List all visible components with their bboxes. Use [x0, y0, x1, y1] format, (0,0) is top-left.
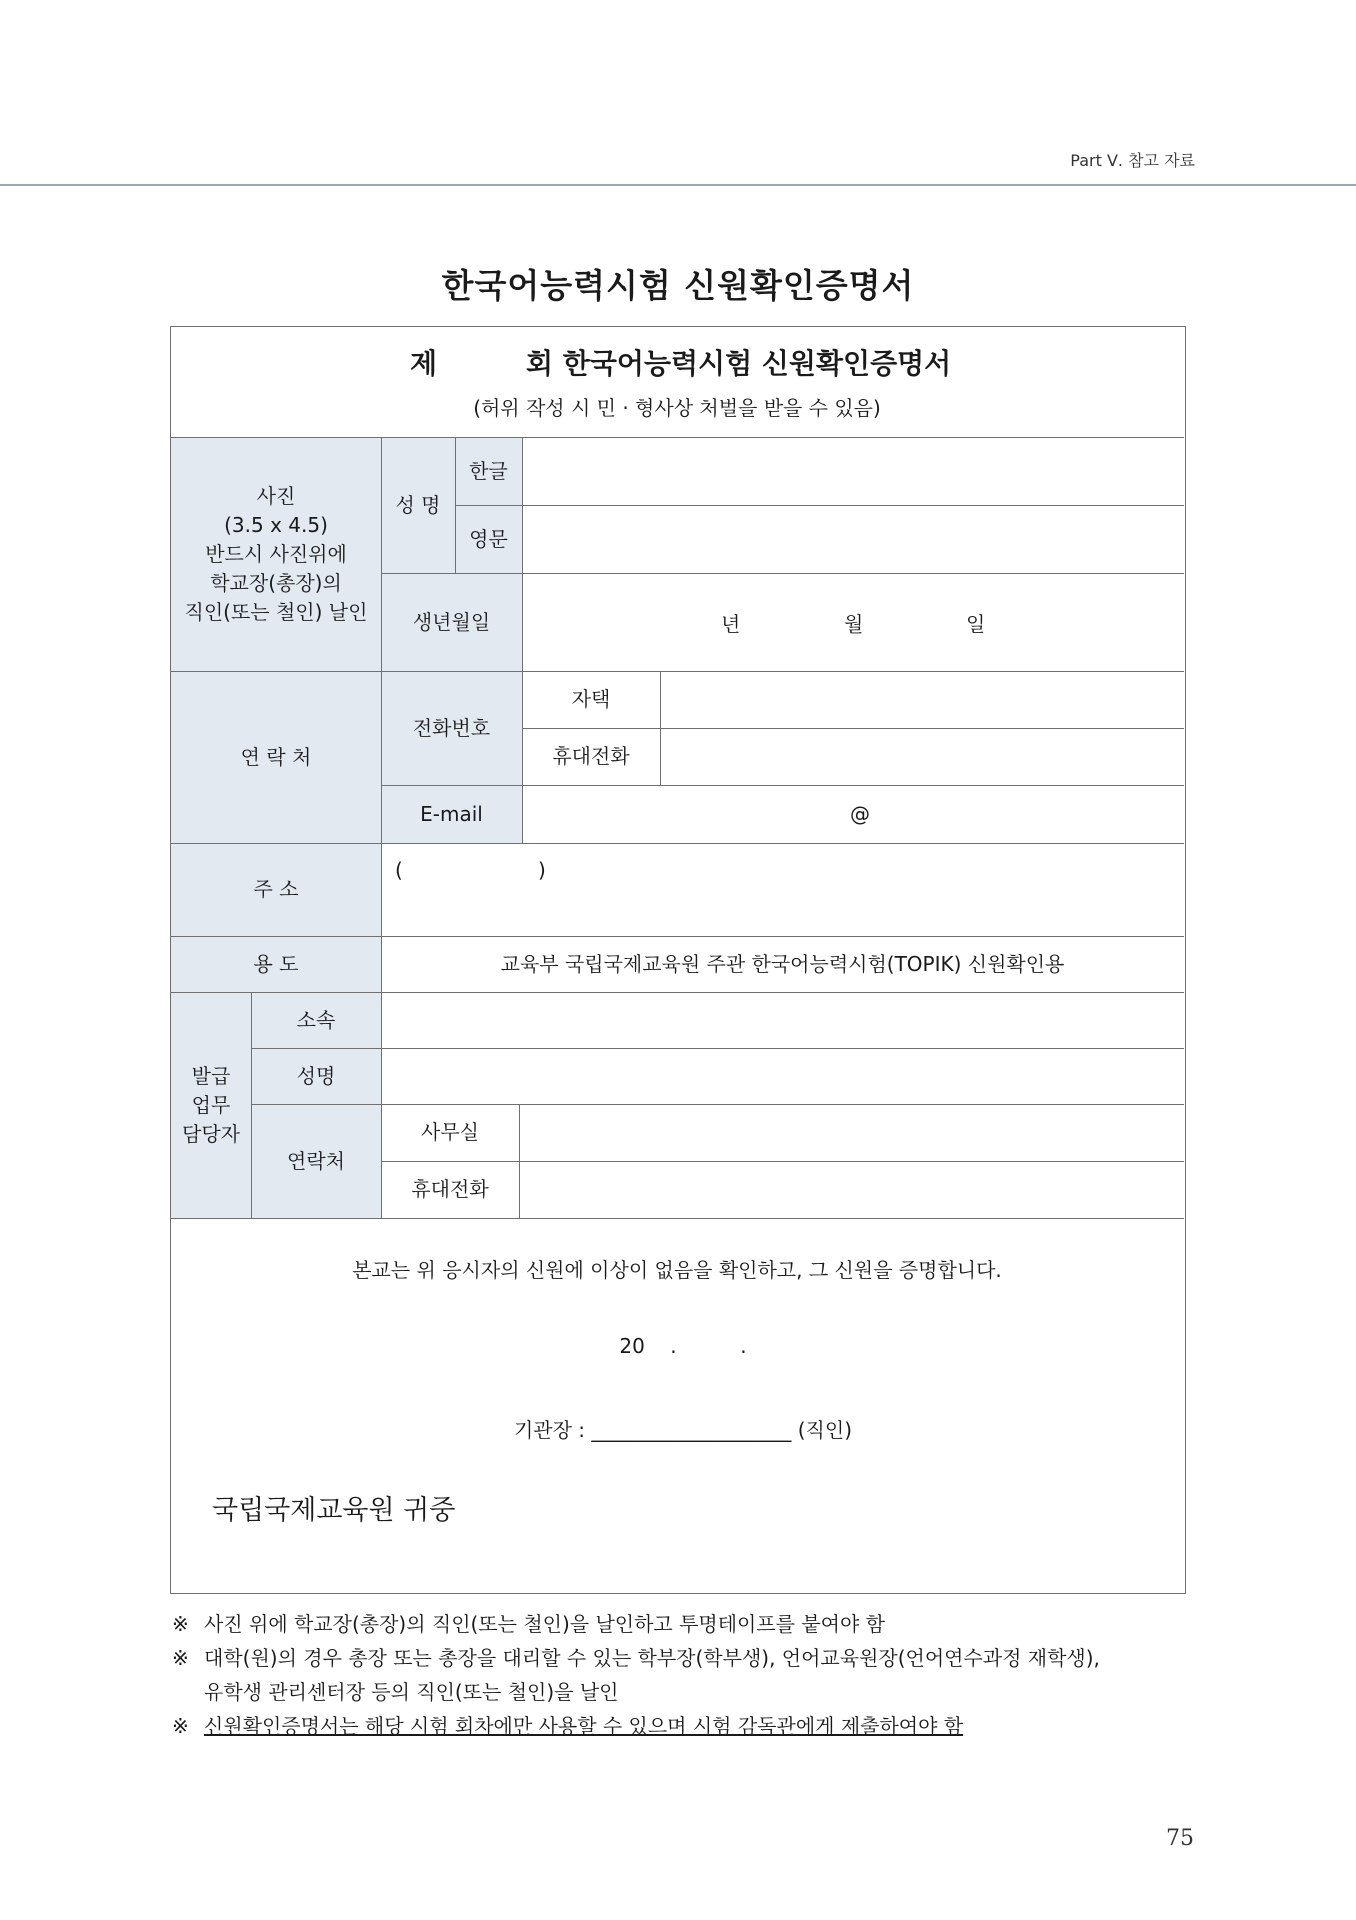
form-heading-text: 회 한국어능력시험 신원확인증명서 — [526, 347, 952, 380]
purpose-value: 교육부 국립국제교육원 주관 한국어능력시험(TOPIK) 신원확인용 — [500, 951, 1065, 976]
photo-label: 사진 — [256, 483, 296, 508]
issuer-label — [171, 992, 251, 1218]
footnotes — [172, 1607, 1100, 1743]
birth-year-unit: 년 — [721, 612, 741, 636]
email-at-sign: @ — [850, 801, 870, 826]
note-1-text: 사진 위에 학교장(총장)의 직인(또는 철인)을 날인하고 투명테이프를 붙여야 함 — [204, 1612, 885, 1636]
page-number: 75 — [1166, 1826, 1194, 1851]
home-phone-field[interactable] — [661, 672, 1183, 727]
rule-under-phone — [381, 785, 1184, 786]
issuer-mobile-field[interactable] — [520, 1162, 1183, 1217]
note-mark: ※ — [172, 1714, 189, 1738]
rule-under-issuer-name — [251, 1104, 1184, 1105]
affiliation-field[interactable] — [382, 993, 1183, 1047]
mobile-phone-field[interactable] — [661, 729, 1183, 784]
photo-size: (3.5 x 4.5) — [224, 512, 328, 537]
rule-phone-split — [522, 728, 1184, 729]
rule-under-affiliation — [251, 1048, 1184, 1049]
address-paren-close: ) — [538, 858, 546, 882]
mobile-phone-label: 휴대전화 — [552, 744, 630, 768]
col-rule-phone — [660, 671, 661, 785]
birthdate-label: 생년월일 — [381, 573, 522, 671]
address-paren-open: ( — [395, 858, 403, 882]
rule-name-split — [455, 505, 1184, 506]
birth-month-unit: 월 — [844, 612, 864, 636]
issuer-mobile-label: 휴대전화 — [411, 1177, 489, 1201]
note-mark: ※ — [172, 1612, 189, 1636]
rule-under-issuer — [170, 1218, 1184, 1219]
issuer-label-line1: 발급 — [191, 1063, 231, 1088]
header-rule — [0, 184, 1356, 186]
issuer-name-field[interactable] — [382, 1049, 1183, 1103]
col-rule-issuer-3 — [519, 1104, 520, 1218]
head-signature-line: 기관장 : ____________________ (직인) — [513, 1418, 853, 1442]
col-rule-1 — [381, 437, 382, 992]
issuer-label-line2: 업무 — [191, 1092, 231, 1117]
note-2-text: 대학(원)의 경우 총장 또는 총장을 대리할 수 있는 학부장(학부생), 언어교육원장(언어연수과정 재학생), — [204, 1646, 1100, 1670]
phone-label: 전화번호 — [381, 671, 522, 785]
purpose-label: 용 도 — [171, 936, 381, 992]
date-line: 20 . . — [619, 1334, 747, 1358]
note-mark: ※ — [172, 1646, 189, 1670]
rule-under-birth — [170, 671, 1184, 672]
rule-under-purpose — [170, 992, 1184, 993]
office-phone-field[interactable] — [520, 1105, 1183, 1160]
document-title: 한국어능력시험 신원확인증명서 — [441, 266, 915, 305]
photo-note-3: 직인(또는 철인) 날인 — [184, 599, 368, 624]
photo-note-2: 학교장(총장)의 — [210, 570, 342, 595]
address-field[interactable] — [382, 844, 1183, 935]
english-name-field[interactable] — [523, 506, 1183, 572]
english-name-label: 영문 — [455, 505, 522, 573]
col-rule-2 — [522, 437, 523, 843]
home-phone-label: 자택 — [571, 687, 611, 711]
form-heading-prefix: 제 — [410, 347, 438, 380]
col-rule-issuer — [251, 992, 252, 1218]
office-phone-label: 사무실 — [421, 1120, 479, 1144]
address-label: 주 소 — [171, 843, 381, 936]
photo-note-1: 반드시 사진위에 — [205, 541, 347, 566]
birth-day-unit: 일 — [966, 612, 986, 636]
name-label: 성 명 — [381, 437, 455, 573]
korean-name-field[interactable] — [523, 438, 1183, 504]
col-rule-issuer-2 — [381, 992, 382, 1218]
korean-name-label: 한글 — [455, 437, 522, 505]
note-1 — [172, 1607, 1100, 1641]
rule-under-name — [381, 573, 1184, 574]
rule-under-heading — [170, 437, 1184, 438]
rule-issuer-contact-split — [381, 1161, 1184, 1162]
running-header: Part Ⅴ. 참고 자료 — [1070, 151, 1195, 170]
issuer-name-label: 성명 — [251, 1048, 381, 1104]
form-warning: (허위 작성 시 민 · 형사상 처벌을 받을 수 있음) — [473, 396, 881, 420]
contact-label: 연 락 처 — [171, 671, 381, 843]
col-rule-name — [455, 437, 456, 573]
note-3 — [172, 1709, 1100, 1743]
issuer-contact-label: 연락처 — [251, 1104, 381, 1218]
form-heading — [0, 342, 1356, 382]
note-3-text: 신원확인증명서는 해당 시험 회차에만 사용할 수 있으며 시험 감독관에게 제출하여야 함 — [204, 1714, 964, 1738]
email-field[interactable] — [523, 786, 1183, 842]
issuer-label-line3: 담당자 — [182, 1121, 240, 1146]
note-2 — [172, 1641, 1100, 1675]
note-2-continued: 유학생 관리센터장 등의 직인(또는 철인)을 날인 — [204, 1680, 619, 1704]
photo-box[interactable] — [171, 437, 381, 671]
recipient: 국립국제교육원 귀중 — [212, 1495, 456, 1526]
rule-under-address — [170, 936, 1184, 937]
affiliation-label: 소속 — [251, 992, 381, 1048]
rule-under-contact — [170, 843, 1184, 844]
certification-statement: 본교는 위 응시자의 신원에 이상이 없음을 확인하고, 그 신원을 증명합니다. — [352, 1258, 1002, 1282]
email-label: E-mail — [381, 785, 522, 843]
